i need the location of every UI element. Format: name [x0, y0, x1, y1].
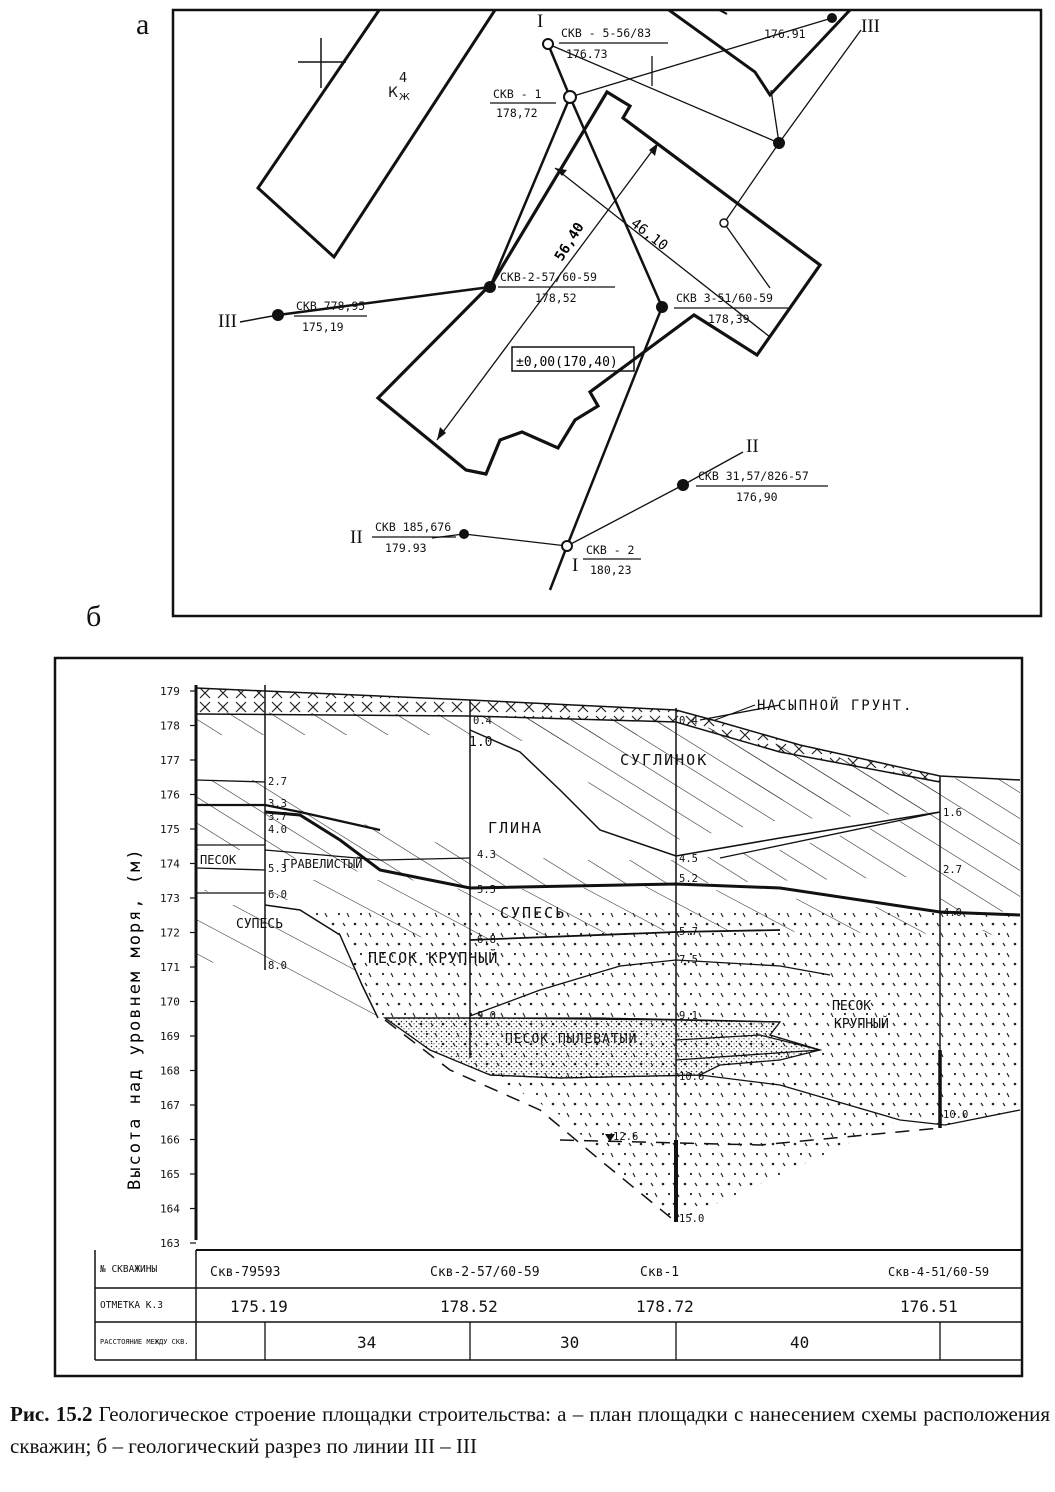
- svg-text:15.0: 15.0: [679, 1213, 705, 1225]
- svg-text:4.5: 4.5: [679, 853, 698, 865]
- table-elev: 175.19: [230, 1297, 288, 1316]
- table-dist: 40: [790, 1333, 810, 1352]
- svg-text:I: I: [572, 555, 579, 576]
- north-cross-icon: [298, 38, 346, 88]
- y-axis-title: Высота над уровнем моря, (м): [125, 847, 145, 1190]
- table-elev: 178.52: [440, 1297, 498, 1316]
- y-tick-label: 166: [160, 1133, 180, 1147]
- y-tick-label: 175: [160, 823, 180, 836]
- svg-text:176,90: 176,90: [736, 490, 778, 504]
- y-tick-label: 164: [160, 1202, 180, 1216]
- svg-text:Ж: Ж: [399, 92, 410, 103]
- table-well: Скв-4-51/60-59: [888, 1265, 990, 1279]
- well-marker: [656, 301, 668, 313]
- y-tick-label: 163: [160, 1237, 180, 1250]
- svg-text:5.3: 5.3: [268, 863, 287, 875]
- svg-text:3.7: 3.7: [268, 811, 287, 823]
- well-marker: [720, 219, 728, 227]
- well-marker: [677, 479, 689, 491]
- y-tick-label: 178: [160, 719, 180, 733]
- svg-text:4: 4: [399, 71, 408, 86]
- well-marker: [562, 541, 572, 551]
- figure-caption: [10, 1398, 1050, 1462]
- svg-text:2.7: 2.7: [268, 776, 287, 788]
- svg-text:5.7: 5.7: [679, 926, 698, 938]
- well-marker: [484, 281, 496, 293]
- label-coarse-sand-2b: КРУПНЫЙ: [834, 1017, 889, 1032]
- svg-text:III: III: [861, 16, 880, 37]
- svg-text:III: III: [218, 311, 237, 332]
- svg-text:10.0: 10.0: [943, 1109, 969, 1121]
- caption-number: Рис. 15.2: [10, 1402, 93, 1426]
- table-text: [100, 1264, 989, 1352]
- svg-text:6.0: 6.0: [268, 889, 287, 901]
- y-axis-ticks: [160, 685, 196, 1250]
- row-label-dist: РАССТОЯНИЕ МЕЖДУ СКВ.: [100, 1338, 189, 1346]
- y-tick-label: 165: [160, 1168, 180, 1181]
- table-well: Скв-1: [640, 1265, 680, 1280]
- svg-text:СКВ 185,676: СКВ 185,676: [375, 520, 452, 534]
- table-elev: 178.72: [636, 1297, 694, 1316]
- row-label-elev: ОТМЕТКА К.З: [100, 1300, 163, 1311]
- label-coarse-sand-2a: ПЕСОК: [832, 999, 872, 1014]
- svg-text:1.6: 1.6: [943, 807, 962, 819]
- svg-text:175,19: 175,19: [302, 320, 344, 334]
- y-tick-label: 168: [160, 1064, 180, 1078]
- svg-text:СКВ - 1: СКВ - 1: [493, 87, 542, 101]
- svg-text:4.0: 4.0: [943, 907, 962, 919]
- label-silty-sand: ПЕСОК ПЫЛЕВАТЫЙ: [505, 1032, 638, 1047]
- well-marker: [459, 529, 469, 539]
- svg-text:4.3: 4.3: [477, 849, 496, 861]
- existing-building-k4: [258, 0, 495, 257]
- site-plan: [173, 0, 1041, 616]
- row-label-wells: № СКВАЖИНЫ: [100, 1264, 158, 1275]
- svg-text:СКВ - 5-56/83: СКВ - 5-56/83: [561, 26, 652, 40]
- svg-text:6.8: 6.8: [477, 934, 496, 946]
- label-fill: НАСЫПНОЙ ГРУНТ.: [757, 698, 914, 714]
- svg-text:2.7: 2.7: [943, 864, 962, 876]
- label-coarse-sand-1: ПЕСОК КРУПНЫЙ: [368, 949, 499, 967]
- svg-text:178,39: 178,39: [708, 312, 750, 326]
- svg-text:179.93: 179.93: [385, 541, 427, 555]
- well-marker: [564, 91, 576, 103]
- y-tick-label: 167: [160, 1099, 180, 1112]
- caption-text: Геологическое строение площадки строительства: а – план площадки с нанесением схемы расположения скважин; б – геологический разрез по линии III – III: [10, 1402, 1051, 1458]
- svg-text:I: I: [537, 11, 544, 32]
- new-building-outline: [378, 92, 820, 474]
- svg-text:5.2: 5.2: [679, 873, 698, 885]
- svg-text:0.4: 0.4: [679, 715, 698, 727]
- svg-text:8.0: 8.0: [268, 960, 287, 972]
- svg-text:II: II: [350, 527, 363, 548]
- svg-text:1.0: 1.0: [469, 735, 493, 750]
- svg-text:3.3: 3.3: [268, 798, 287, 810]
- section-lines: [240, 44, 662, 590]
- y-tick-label: 173: [160, 892, 180, 905]
- well-marker: [543, 39, 553, 49]
- svg-text:К: К: [388, 85, 398, 101]
- building-corner-ne: [655, 0, 850, 95]
- svg-text:12.6: 12.6: [613, 1131, 639, 1143]
- zero-level-label: ±0,00(170,40): [516, 355, 618, 370]
- table-dist: 30: [560, 1333, 580, 1352]
- label-sand: ПЕСОК: [200, 853, 237, 867]
- table-well: Скв-79593: [210, 1265, 281, 1280]
- y-tick-label: 174: [160, 857, 180, 871]
- dimension-label-1: 56,40: [551, 219, 588, 265]
- label-loam: СУГЛИНОК: [620, 751, 709, 769]
- svg-text:176.73: 176.73: [566, 47, 608, 61]
- panel-a-letter: а: [136, 8, 150, 41]
- table-well: Скв-2-57/60-59: [430, 1265, 540, 1280]
- svg-text:4.0: 4.0: [268, 824, 287, 836]
- table-dist: 34: [357, 1333, 377, 1352]
- y-tick-label: 179: [160, 685, 180, 698]
- svg-text:178,52: 178,52: [535, 291, 577, 305]
- svg-text:180,23: 180,23: [590, 563, 632, 577]
- svg-text:СКВ-2-57/60-59: СКВ-2-57/60-59: [500, 270, 597, 284]
- svg-text:5.5: 5.5: [477, 884, 496, 896]
- svg-text:II: II: [746, 436, 759, 457]
- label-gravel: ГРАВЕЛИСТЫЙ: [283, 857, 363, 871]
- dimension-label-2: 46,10: [627, 215, 671, 255]
- y-tick-label: 176: [160, 788, 180, 802]
- label-sandy-loam-1: СУПЕСЬ: [236, 917, 283, 932]
- well-marker: [272, 309, 284, 321]
- label-sandy-loam-2: СУПЕСЬ: [500, 904, 567, 922]
- svg-text:176.91: 176.91: [764, 27, 806, 41]
- label-clay: ГЛИНА: [488, 819, 544, 837]
- svg-text:СКВ 778,95: СКВ 778,95: [296, 299, 366, 313]
- y-tick-label: 172: [160, 926, 180, 940]
- building-mark: [388, 71, 410, 103]
- well-marker: [773, 137, 785, 149]
- svg-text:СКВ 3-51/60-59: СКВ 3-51/60-59: [676, 291, 773, 305]
- svg-text:СКВ 31,57/826-57: СКВ 31,57/826-57: [698, 469, 809, 483]
- table-elev: 176.51: [900, 1297, 958, 1316]
- y-tick-label: 170: [160, 995, 180, 1009]
- well-marker: [827, 13, 837, 23]
- panel-b-letter: б: [86, 600, 102, 633]
- geological-section: [55, 658, 1022, 1376]
- y-tick-label: 171: [160, 961, 180, 974]
- y-tick-label: 177: [160, 754, 180, 767]
- svg-text:СКВ - 2: СКВ - 2: [586, 543, 635, 557]
- svg-text:7.5: 7.5: [679, 954, 698, 966]
- svg-text:10.6: 10.6: [679, 1071, 705, 1083]
- y-tick-label: 169: [160, 1030, 180, 1043]
- svg-text:0.4: 0.4: [473, 715, 492, 727]
- svg-text:178,72: 178,72: [496, 106, 538, 120]
- svg-text:9.1: 9.1: [679, 1010, 698, 1022]
- svg-text:9.0: 9.0: [477, 1010, 496, 1022]
